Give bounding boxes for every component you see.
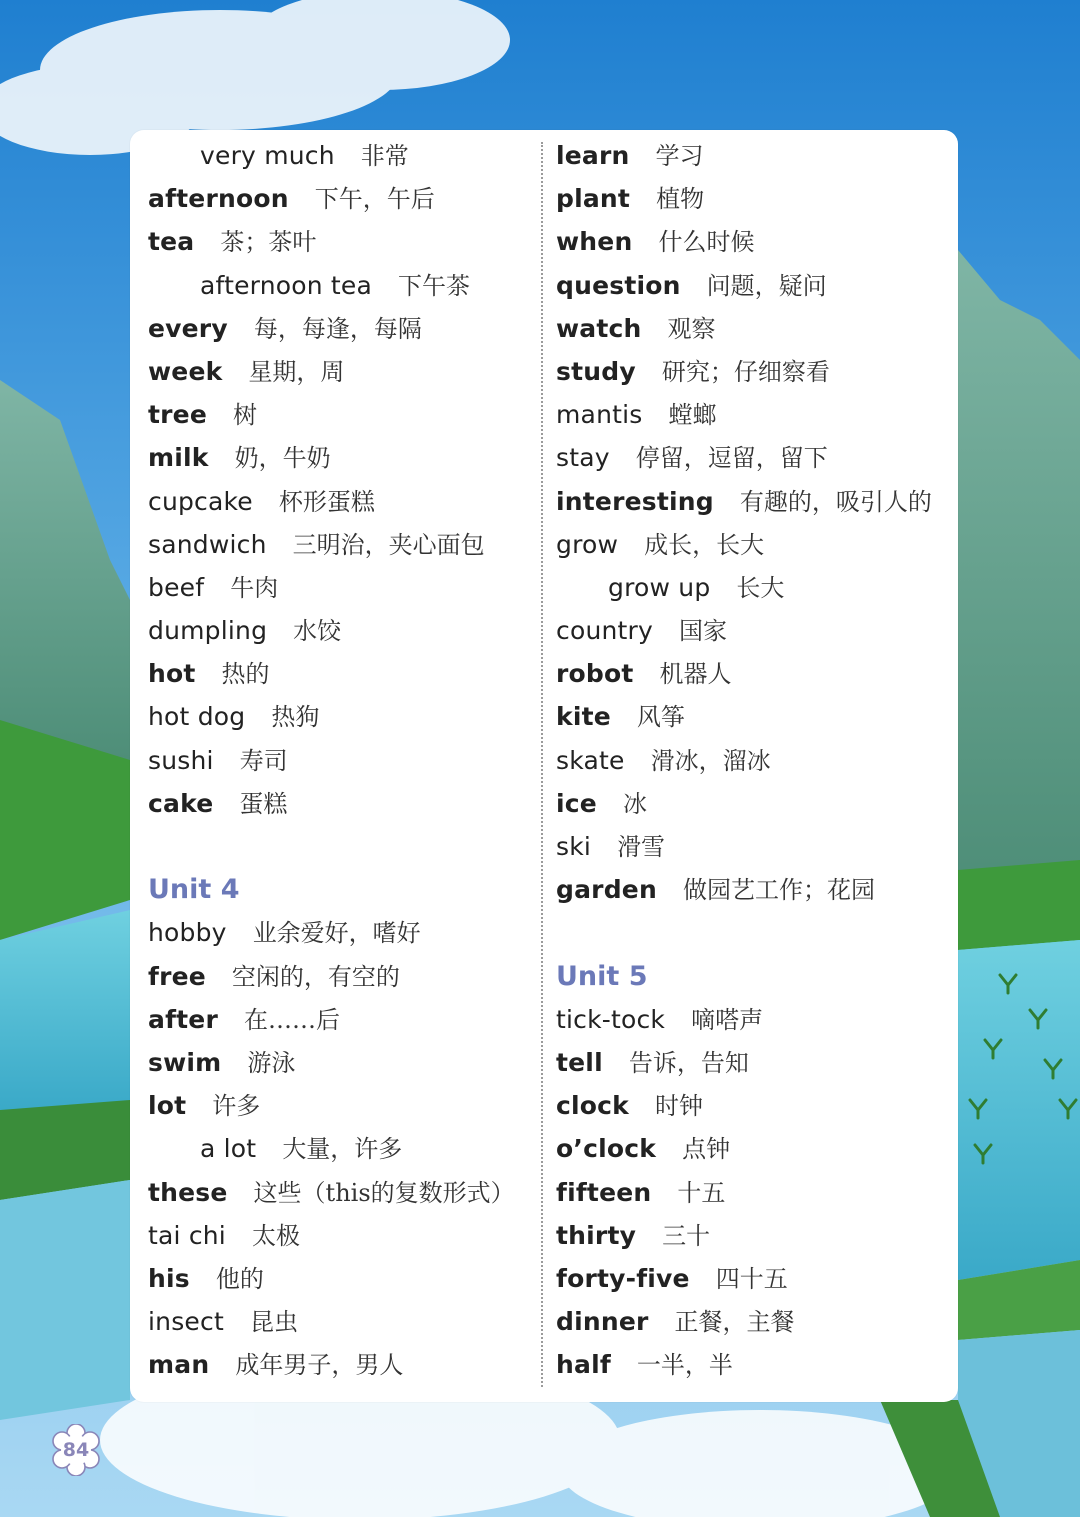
vocab-entry	[556, 695, 946, 738]
vocab-word: when	[556, 227, 633, 257]
vocab-word: ice	[556, 788, 597, 818]
vocab-word: kite	[556, 702, 611, 732]
vocab-word: clock	[556, 1091, 630, 1121]
spacer	[148, 825, 528, 868]
vocab-entry	[148, 523, 528, 566]
vocab-meaning: 研究；仔细察看	[661, 357, 830, 386]
vocab-word: beef	[148, 572, 205, 602]
vocab-meaning: 观察	[667, 314, 716, 343]
vocab-meaning: 时钟	[655, 1092, 704, 1121]
vocab-entry	[148, 695, 528, 738]
vocab-word: insect	[148, 1307, 224, 1337]
vocab-meaning: 成长，长大	[644, 530, 765, 559]
vocab-word: after	[148, 1004, 218, 1034]
vocab-meaning: 蛋糕	[239, 789, 288, 818]
vocab-entry	[556, 134, 946, 177]
vocab-entry	[556, 220, 946, 263]
vocab-phrase	[148, 134, 528, 177]
vocab-word: sushi	[148, 745, 214, 775]
vocab-word: study	[556, 356, 636, 386]
vocab-entry	[556, 1041, 946, 1084]
vocab-word: fifteen	[556, 1177, 652, 1207]
vocab-entry	[556, 523, 946, 566]
vocab-meaning: 植物	[656, 185, 705, 214]
vocab-word: a lot	[200, 1134, 257, 1164]
vocab-meaning: 三十	[662, 1221, 711, 1250]
vocab-word: tea	[148, 227, 195, 257]
vocab-word: tree	[148, 400, 207, 430]
vocab-meaning: 空闲的，有空的	[231, 962, 400, 991]
vocab-entry	[148, 220, 528, 263]
vocab-entry	[148, 1084, 528, 1127]
vocab-entry	[556, 1257, 946, 1300]
spacer	[556, 911, 946, 954]
vocab-meaning: 冰	[622, 789, 647, 818]
vocab-word: o’clock	[556, 1134, 657, 1164]
vocab-word: afternoon tea	[200, 270, 373, 300]
vocab-entry	[148, 782, 528, 825]
vocab-meaning: 四十五	[715, 1264, 788, 1293]
vocab-entry	[556, 652, 946, 695]
vocab-word: his	[148, 1263, 190, 1293]
vocab-entry	[148, 1257, 528, 1300]
vocab-entry	[148, 566, 528, 609]
vocab-meaning: 成年男子，男人	[235, 1351, 404, 1380]
vocab-entry	[148, 652, 528, 695]
vocab-meaning: 杯形蛋糕	[278, 487, 375, 516]
vocab-word: hobby	[148, 918, 227, 948]
vocab-meaning: 问题，疑问	[706, 271, 827, 300]
vocab-meaning: 热的	[221, 660, 270, 689]
vocab-meaning: 有趣的，吸引人的	[739, 487, 932, 516]
vocab-word: country	[556, 616, 654, 646]
vocab-entry	[148, 1300, 528, 1343]
vocab-word: question	[556, 270, 681, 300]
vocab-word: robot	[556, 659, 634, 689]
vocab-word: half	[556, 1350, 611, 1380]
column-divider	[541, 142, 543, 1387]
vocab-word: lot	[148, 1091, 187, 1121]
vocab-entry	[148, 1171, 528, 1214]
vocab-phrase	[556, 566, 946, 609]
vocab-meaning: 树	[233, 401, 257, 430]
vocab-entry	[148, 955, 528, 998]
vocab-meaning: 奶，牛奶	[234, 444, 331, 473]
vocab-meaning: 机器人	[659, 660, 732, 689]
vocab-entry	[556, 436, 946, 479]
vocab-meaning: 停留，逗留，留下	[635, 444, 828, 473]
vocab-entry	[148, 1343, 528, 1386]
vocab-meaning: 热狗	[271, 703, 320, 732]
unit-heading: Unit 5	[556, 960, 648, 992]
vocab-word: mantis	[556, 400, 643, 430]
vocab-entry	[148, 480, 528, 523]
vocab-word: cupcake	[148, 486, 253, 516]
vocab-meaning: 牛肉	[230, 573, 279, 602]
vocab-entry	[556, 307, 946, 350]
vocab-word: forty-five	[556, 1263, 690, 1293]
vocab-meaning: 学习	[655, 142, 704, 170]
vocab-meaning: 这些（this的复数形式）	[253, 1178, 515, 1207]
vocab-meaning: 正餐，主餐	[674, 1308, 795, 1337]
vocab-entry	[556, 1300, 946, 1343]
vocab-entry	[556, 264, 946, 307]
vocab-entry	[556, 350, 946, 393]
vocab-entry	[556, 1171, 946, 1214]
vocab-meaning: 什么时候	[658, 228, 755, 257]
vocab-entry	[556, 177, 946, 220]
vocab-entry	[556, 825, 946, 868]
vocab-word: learn	[556, 141, 630, 170]
vocab-entry	[556, 1214, 946, 1257]
vocab-word: swim	[148, 1047, 222, 1077]
vocab-word: stay	[556, 443, 610, 473]
vocab-word: cake	[148, 788, 214, 818]
vocab-entry	[556, 609, 946, 652]
vocab-meaning: 下午茶	[398, 271, 471, 300]
vocab-entry	[148, 350, 528, 393]
vocab-word: tell	[556, 1047, 603, 1077]
vocab-entry	[556, 1343, 946, 1386]
vocab-entry	[148, 436, 528, 479]
vocab-entry	[556, 868, 946, 911]
vocab-word: dinner	[556, 1307, 649, 1337]
vocab-meaning: 点钟	[682, 1135, 731, 1164]
vocab-meaning: 游泳	[247, 1048, 296, 1077]
vocab-meaning: 国家	[679, 617, 728, 646]
vocab-word: hot dog	[148, 702, 246, 732]
vocab-meaning: 螳螂	[668, 401, 717, 430]
vocab-word: skate	[556, 745, 625, 775]
page-number: 84	[62, 1439, 90, 1461]
vocab-meaning: 他的	[215, 1264, 264, 1293]
vocab-entry	[556, 739, 946, 782]
vocab-meaning: 茶；茶叶	[220, 228, 317, 257]
vocab-word: tai chi	[148, 1220, 226, 1250]
vocab-entry	[556, 998, 946, 1041]
vocab-meaning: 寿司	[239, 746, 288, 775]
vocab-meaning: 三明治，夹心面包	[292, 530, 485, 559]
vocab-word: garden	[556, 875, 657, 905]
vocab-word: every	[148, 313, 228, 343]
vocab-entry	[556, 782, 946, 825]
vocab-word: afternoon	[148, 184, 289, 214]
vocab-meaning: 水饺	[293, 617, 342, 646]
vocab-meaning: 告诉，告知	[628, 1048, 749, 1077]
unit-heading: Unit 4	[148, 874, 240, 906]
vocab-entry	[148, 1214, 528, 1257]
vocab-word: grow up	[608, 572, 711, 602]
vocab-meaning: 十五	[677, 1178, 726, 1207]
vocabulary-column-right	[556, 134, 946, 1386]
vocab-entry	[148, 609, 528, 652]
vocab-word: these	[148, 1177, 228, 1207]
vocab-word: interesting	[556, 486, 714, 516]
vocab-word: thirty	[556, 1220, 637, 1250]
vocab-phrase	[148, 264, 528, 307]
vocab-meaning: 星期，周	[248, 357, 345, 386]
vocab-word: grow	[556, 529, 619, 559]
vocab-meaning: 一半，半	[636, 1351, 733, 1380]
vocab-meaning: 做园艺工作；花园	[682, 876, 875, 905]
vocab-entry	[148, 177, 528, 220]
vocab-entry	[556, 480, 946, 523]
vocab-meaning: 太极	[251, 1221, 300, 1250]
vocab-meaning: 长大	[736, 573, 785, 602]
vocab-entry	[148, 739, 528, 782]
vocab-meaning: 滑雪	[617, 833, 666, 861]
vocab-word: dumpling	[148, 616, 268, 646]
vocab-word: free	[148, 961, 206, 991]
vocab-word: man	[148, 1350, 210, 1380]
vocab-meaning: 昆虫	[249, 1308, 298, 1337]
vocab-entry	[148, 307, 528, 350]
vocab-word: hot	[148, 659, 196, 689]
vocab-meaning: 大量，许多	[282, 1135, 403, 1164]
vocab-meaning: 嘀嗒声	[691, 1005, 764, 1034]
vocab-word: sandwich	[148, 529, 267, 559]
vocab-word: milk	[148, 443, 209, 473]
vocab-meaning: 非常	[360, 142, 409, 170]
vocab-meaning: 每，每逢，每隔	[253, 314, 422, 343]
vocab-meaning: 许多	[212, 1092, 261, 1121]
vocab-word: tick-tock	[556, 1004, 666, 1034]
vocab-word: ski	[556, 832, 592, 861]
vocab-entry	[556, 1127, 946, 1170]
vocab-word: watch	[556, 313, 642, 343]
vocab-meaning: 在……后	[243, 1005, 340, 1034]
vocab-entry	[556, 1084, 946, 1127]
vocab-entry	[148, 911, 528, 954]
vocab-word: week	[148, 356, 223, 386]
vocab-entry	[148, 393, 528, 436]
vocab-entry	[148, 1041, 528, 1084]
vocabulary-column-left	[148, 134, 528, 1386]
page-number-badge	[50, 1424, 102, 1476]
vocab-word: very much	[200, 141, 335, 170]
vocab-entry	[556, 393, 946, 436]
vocab-phrase	[148, 1127, 528, 1170]
vocab-meaning: 风筝	[636, 703, 685, 732]
vocab-entry	[148, 998, 528, 1041]
vocab-meaning: 业余爱好，嗜好	[252, 919, 421, 948]
vocab-meaning: 滑冰，溜冰	[650, 746, 771, 775]
vocab-meaning: 下午，午后	[314, 185, 435, 214]
vocab-word: plant	[556, 184, 631, 214]
